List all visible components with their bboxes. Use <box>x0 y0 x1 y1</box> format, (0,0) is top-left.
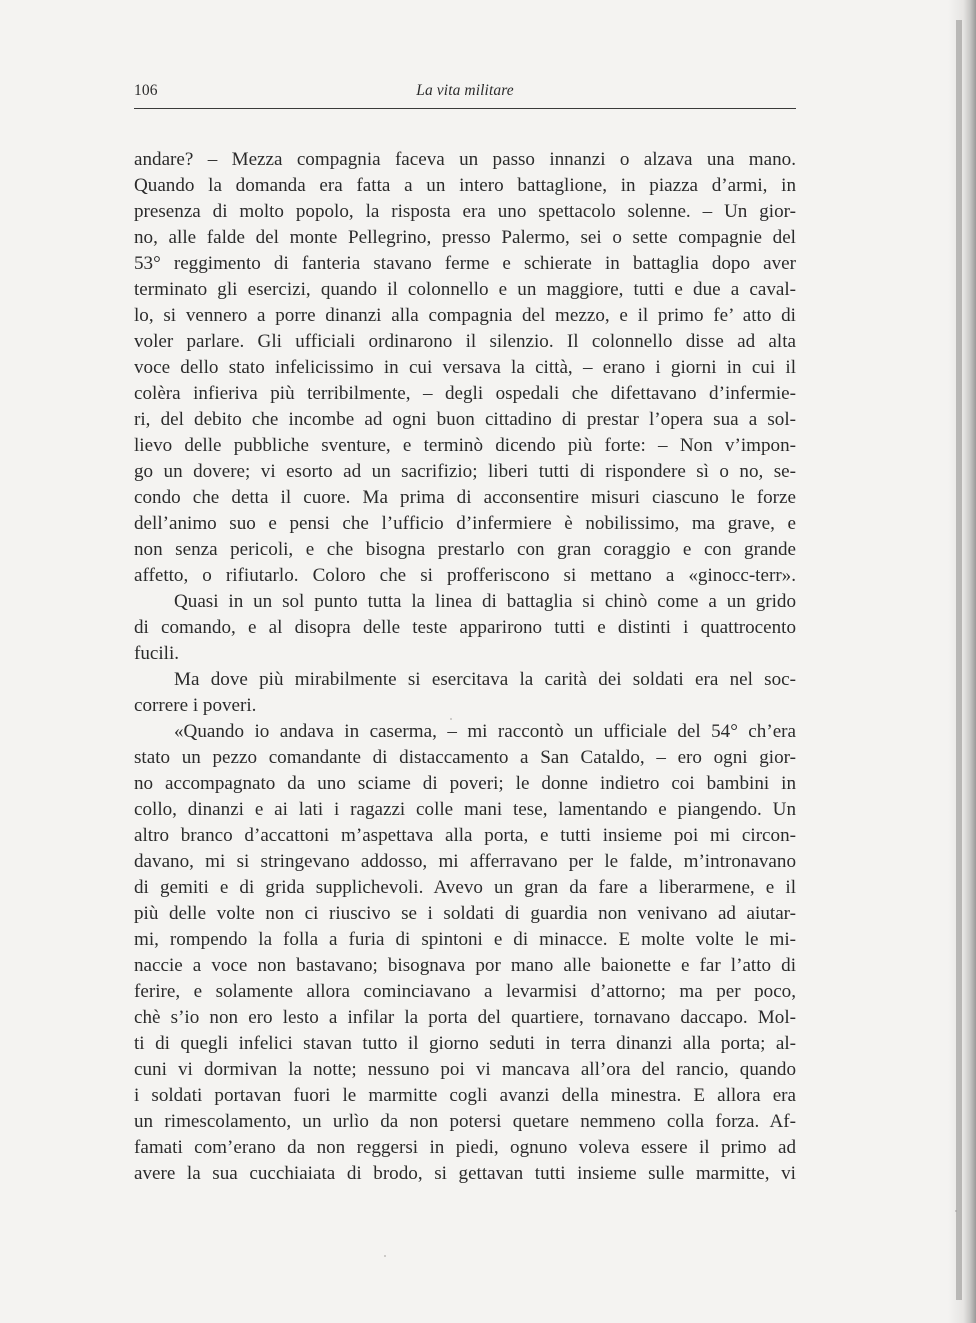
text-line: ti di quegli infelici stavan tutto il giorno seduti in terra dinanzi alla porta; al- <box>134 1033 796 1054</box>
running-head <box>134 80 796 106</box>
scan-page-edge <box>948 0 976 1323</box>
text-line: davano, mi si stringevano addosso, mi afferravano per le falde, m’intronavano <box>134 851 796 872</box>
text-line: fucili. <box>134 643 180 664</box>
text-line: presenza di molto popolo, la risposta era uno spettacolo solenne. – Un gior- <box>134 201 796 222</box>
text-line: lievo delle pubbliche sventure, e terminò dicendo più forte: – Non v’impon- <box>134 435 796 456</box>
scan-binding-shadow <box>956 20 962 1300</box>
header-rule <box>134 108 796 109</box>
text-line: naccie a voce non bastavano; bisognava por mano alle baionette e far l’atto di <box>134 955 796 976</box>
text-line: non senza pericoli, e che bisogna prestarlo con gran coraggio e con grande <box>134 539 796 560</box>
text-line: famati com’erano da non reggersi in piedi, ognuno voleva essere il primo ad <box>134 1137 796 1158</box>
text-line: no, alle falde del monte Pellegrino, presso Palermo, sei o sette compagnie del <box>134 227 796 248</box>
text-line: ri, del debito che incombe ad ogni buon cittadino di prestar l’opera sua a sol- <box>134 409 796 430</box>
text-line: più delle volte non ci riuscivo se i soldati di guardia non venivano ad aiutar- <box>134 903 796 924</box>
running-title: La vita militare <box>416 82 514 99</box>
text-line: chè s’io non ero lesto a infilar la porta del quartiere, tornavano daccapo. Mol- <box>134 1007 796 1028</box>
text-line: stato un pezzo comandante di distaccamento a San Cataldo, – ero ogni gior- <box>134 747 796 768</box>
body-text <box>134 147 796 1187</box>
text-line: go un dovere; vi esorto ad un sacrifizio; liberi tutti di rispondere sì o no, se- <box>134 461 796 482</box>
text-line: voce dello stato infelicissimo in cui versava la città, – erano i giorni in cui il <box>134 357 796 378</box>
book-page <box>134 0 796 1323</box>
text-line: mi, rompendo la folla a furia di spintoni e di minacce. E molte volte le mi- <box>134 929 796 950</box>
text-line: di comando, e al disopra delle teste apparirono tutti e distinti i quattrocento <box>134 617 796 638</box>
text-line: affetto, o rifiutarlo. Coloro che si profferiscono si mettano a «ginocc-terr». <box>134 565 796 586</box>
scan-speck <box>955 1210 957 1212</box>
text-line: «Quando io andava in caserma, – mi raccontò un ufficiale del 54° ch’era <box>174 721 796 742</box>
text-line: Ma dove più mirabilmente si esercitava la carità dei soldati era nel soc- <box>174 669 796 690</box>
text-line: avere la sua cucchiaiata di brodo, si gettavan tutti insieme sulle marmitte, vi <box>134 1163 796 1184</box>
text-line: colèra infieriva più terribilmente, – degli ospedali che difettavano d’infermie- <box>134 383 796 404</box>
scan-speck <box>384 1255 386 1257</box>
text-line: collo, dinanzi e ai lati i ragazzi colle mani tese, lamentando e piangendo. Un <box>134 799 796 820</box>
text-line: dell’animo suo e pensi che l’ufficio d’infermiere è nobilissimo, ma grave, e <box>134 513 796 534</box>
text-line: Quasi in un sol punto tutta la linea di battaglia si chinò come a un grido <box>174 591 796 612</box>
text-line: andare? – Mezza compagnia faceva un passo innanzi o alzava una mano. <box>134 149 796 170</box>
text-line: i soldati portavan fuori le marmitte cogli avanzi della minestra. E allora era <box>134 1085 796 1106</box>
text-line: lo, si vennero a porre dinanzi alla compagnia del mezzo, e il primo fe’ atto di <box>134 305 796 326</box>
text-line: altro branco d’accattoni m’aspettava alla porta, e tutti insieme poi mi circon- <box>134 825 796 846</box>
text-line: Quando la domanda era fatta a un intero battaglione, in piazza d’armi, in <box>134 175 796 196</box>
text-line: correre i poveri. <box>134 695 257 716</box>
text-line: 53° reggimento di fanteria stavano ferme e schierate in battaglia dopo aver <box>134 253 796 274</box>
text-line: un rimescolamento, un urlìo da non potersi quetare nemmeno colla forza. Af- <box>134 1111 796 1132</box>
text-line: terminato gli esercizi, quando il colonnello e un maggiore, tutti e due a caval- <box>134 279 796 300</box>
text-line: ferire, e solamente allora cominciavano a levarmisi d’attorno; ma per poco, <box>134 981 796 1002</box>
text-line: no accompagnato da uno sciame di poveri; le donne indietro coi bambini in <box>134 773 796 794</box>
text-line: di gemiti e di grida supplichevoli. Avevo un gran da fare a liberarmene, e il <box>134 877 796 898</box>
text-line: condo che detta il cuore. Ma prima di acconsentire misuri ciascuno le forze <box>134 487 796 508</box>
scan-speck <box>450 718 452 720</box>
text-line: voler parlare. Gli ufficiali ordinarono il silenzio. Il colonnello disse ad alta <box>134 331 796 352</box>
text-line: cuni vi dormivan la notte; nessuno poi vi mancava all’ora del rancio, quando <box>134 1059 796 1080</box>
page-number: 106 <box>134 82 158 99</box>
